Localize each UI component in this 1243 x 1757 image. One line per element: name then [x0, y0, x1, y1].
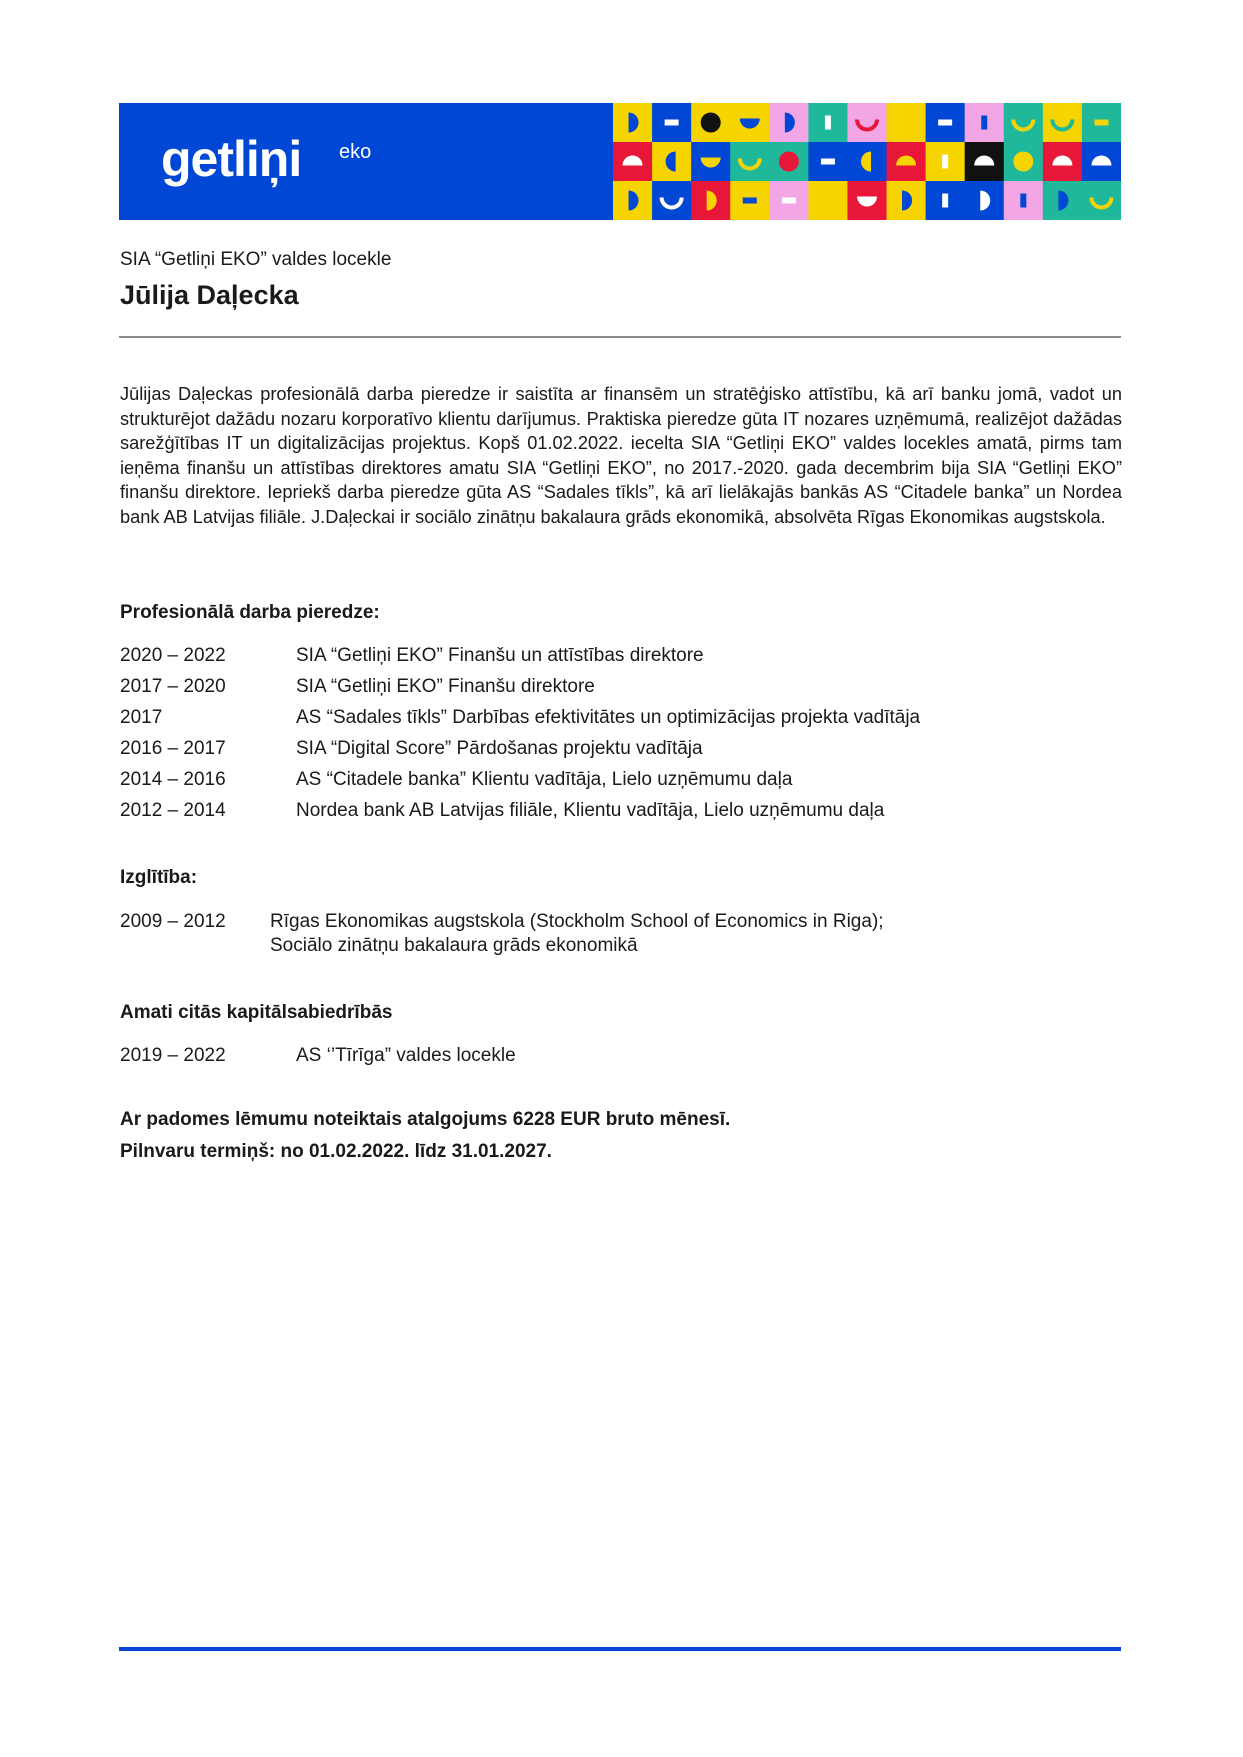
education-desc — [270, 910, 884, 958]
education-degree: Sociālo zinātņu bakalaura grāds ekonomikā — [270, 935, 638, 956]
pattern-tile — [1004, 103, 1044, 143]
decorative-pattern — [613, 103, 1121, 220]
other-position-row — [120, 1044, 516, 1068]
pattern-shape — [1094, 120, 1108, 126]
pattern-shape — [938, 120, 952, 126]
experience-row — [120, 768, 792, 792]
experience-desc: AS “Sadales tīkls” Darbības efektivitātes un optimizācijas projekta vadītāja — [296, 707, 921, 728]
experience-heading: Profesionālā darba pieredze: — [120, 602, 380, 623]
pattern-shape — [1013, 152, 1033, 172]
experience-row — [120, 675, 595, 699]
education-row — [120, 910, 884, 958]
salary-statement: Ar padomes lēmumu noteiktais atalgojums 6228 EUR bruto mēnesī. — [120, 1109, 731, 1130]
experience-period: 2017 — [120, 707, 163, 728]
bio-paragraph: Jūlijas Daļeckas profesionālā darba pieredze ir saistīta ar finansēm un stratēģisko attīstību, kā arī banku jomā, vadot un strukturējot dažādu nozaru korporatīvo klientu darījumus. Praktiska pieredze gūta IT nozares uzņēmumā, realizējot dažādas sarežģītības IT un digitalizācijas projektus. Kopš 01.02.2022. iecelta SIA “Getliņi EKO” valdes locekles amatā, pirms tam ieņēma finanšu un attīstības direktores amatu SIA “Getliņi EKO”, no 2017.-2020. gada decembrim bija SIA “Getliņi EKO” finanšu direktore. Iepriekš darba pieredze gūta AS “Sadales tīkls”, kā arī lielākajās bankās AS “Citadele banka” un Nordea bank AB Latvijas filiāle. J.Daļeckai ir sociālo zinātņu bakalaura grāds ekonomikā, absolvēta Rīgas Ekonomikas augstskola. — [120, 384, 1122, 527]
pattern-shape — [701, 113, 721, 133]
experience-period: 2020 – 2022 — [120, 645, 226, 666]
education-institution: Rīgas Ekonomikas augstskola (Stockholm School of Economics in Riga); — [270, 911, 884, 932]
person-name: Jūlija Daļecka — [120, 280, 299, 310]
pattern-shape — [942, 194, 948, 208]
pattern-tile — [1043, 103, 1083, 143]
experience-period: 2014 – 2016 — [120, 769, 226, 790]
pattern-shape — [743, 198, 757, 204]
pattern-shape — [981, 116, 987, 130]
education-heading: Izglītība: — [120, 867, 198, 888]
experience-desc: SIA “Getliņi EKO” Finanšu un attīstības direktore — [296, 645, 704, 666]
experience-period: 2016 – 2017 — [120, 738, 226, 759]
other-position-desc: AS ‘’Tīrīga” valdes locekle — [296, 1045, 516, 1066]
experience-period: 2017 – 2020 — [120, 676, 226, 697]
pattern-shape — [665, 120, 679, 126]
company-logo: getliņi — [161, 131, 302, 187]
experience-row — [120, 644, 704, 668]
pattern-shape — [821, 159, 835, 165]
pattern-shape — [1020, 194, 1026, 208]
experience-row — [120, 799, 884, 823]
experience-desc: SIA “Digital Score” Pārdošanas projektu vadītāja — [296, 738, 703, 759]
header-banner — [119, 103, 1121, 220]
position-title: SIA “Getliņi EKO” valdes locekle — [120, 249, 392, 270]
bottom-divider — [119, 1647, 1121, 1651]
experience-row — [120, 706, 920, 730]
pattern-shape — [782, 198, 796, 204]
pattern-shape — [818, 191, 838, 211]
experience-desc: SIA “Getliņi EKO” Finanšu direktore — [296, 676, 595, 697]
other-position-period: 2019 – 2022 — [120, 1045, 226, 1066]
pattern-tile — [847, 103, 887, 143]
pattern-shape — [779, 152, 799, 172]
experience-period: 2012 – 2014 — [120, 800, 226, 821]
divider — [119, 336, 1121, 338]
company-logo-suffix: eko — [339, 141, 372, 163]
pattern-tile — [1082, 181, 1121, 220]
experience-desc: Nordea bank AB Latvijas filiāle, Klientu vadītāja, Lielo uzņēmumu daļa — [296, 800, 885, 821]
experience-row — [120, 737, 703, 761]
pattern-tile — [652, 181, 692, 220]
experience-desc: AS “Citadele banka” Klientu vadītāja, Lielo uzņēmumu daļa — [296, 769, 793, 790]
pattern-tile — [730, 142, 770, 182]
other-positions-heading: Amati citās kapitālsabiedrībās — [120, 1002, 393, 1023]
pattern-shape — [825, 116, 831, 130]
education-period: 2009 – 2012 — [120, 911, 226, 932]
term-statement: Pilnvaru termiņš: no 01.02.2022. līdz 31.01.2027. — [120, 1141, 552, 1162]
pattern-shape — [942, 155, 948, 169]
